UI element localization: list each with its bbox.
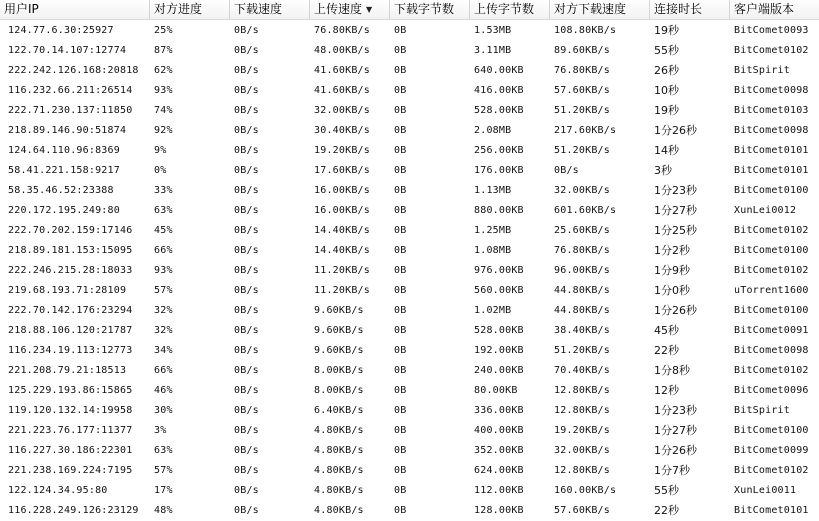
peer-download-speed-cell: 51.20KB/s — [554, 145, 610, 156]
table-row[interactable] — [0, 121, 819, 141]
column-header-ip[interactable] — [0, 0, 150, 19]
uploaded-bytes-cell: 112.00KB — [474, 485, 524, 496]
client-version-cell: BitComet0100 — [734, 245, 809, 256]
downloaded-bytes-cell: 0B — [394, 105, 407, 116]
table-body — [0, 21, 819, 521]
column-header-label: 下载速度 — [234, 2, 283, 16]
progress-cell: 34% — [154, 345, 173, 356]
uploaded-bytes-cell: 880.00KB — [474, 205, 524, 216]
upload-speed-cell: 4.80KB/s — [314, 485, 364, 496]
connection-duration-cell: 1分8秒 — [654, 364, 690, 377]
downloaded-bytes-cell: 0B — [394, 425, 407, 436]
ip-cell: 222.70.142.176:23294 — [8, 305, 133, 316]
connection-duration-cell: 14秒 — [654, 144, 679, 157]
connection-duration-cell: 1分2秒 — [654, 244, 690, 257]
downloaded-bytes-cell: 0B — [394, 245, 407, 256]
download-speed-cell: 0B/s — [234, 125, 259, 136]
table-row[interactable] — [0, 261, 819, 281]
peer-download-speed-cell: 70.40KB/s — [554, 365, 610, 376]
connection-duration-cell: 19秒 — [654, 24, 679, 37]
client-version-cell: BitComet0100 — [734, 425, 809, 436]
connection-duration-cell: 1分0秒 — [654, 284, 690, 297]
download-speed-cell: 0B/s — [234, 225, 259, 236]
ip-cell: 221.238.169.224:7195 — [8, 465, 133, 476]
column-header-label: 下载字节数 — [394, 2, 455, 16]
connection-duration-cell: 1分27秒 — [654, 424, 697, 437]
downloaded-bytes-cell: 0B — [394, 325, 407, 336]
client-version-cell: uTorrent1600 — [734, 285, 809, 296]
upload-speed-cell: 14.40KB/s — [314, 225, 370, 236]
column-header-downloaded-bytes[interactable] — [390, 0, 470, 19]
uploaded-bytes-cell: 1.02MB — [474, 305, 512, 316]
downloaded-bytes-cell: 0B — [394, 205, 407, 216]
client-version-cell: BitComet0100 — [734, 305, 809, 316]
table-row[interactable] — [0, 81, 819, 101]
table-row[interactable] — [0, 41, 819, 61]
uploaded-bytes-cell: 416.00KB — [474, 85, 524, 96]
upload-speed-cell: 11.20KB/s — [314, 285, 370, 296]
progress-cell: 93% — [154, 265, 173, 276]
download-speed-cell: 0B/s — [234, 65, 259, 76]
download-speed-cell: 0B/s — [234, 405, 259, 416]
uploaded-bytes-cell: 1.13MB — [474, 185, 512, 196]
peer-download-speed-cell: 12.80KB/s — [554, 405, 610, 416]
upload-speed-cell: 41.60KB/s — [314, 85, 370, 96]
upload-speed-cell: 19.20KB/s — [314, 145, 370, 156]
uploaded-bytes-cell: 528.00KB — [474, 105, 524, 116]
table-row[interactable] — [0, 241, 819, 261]
downloaded-bytes-cell: 0B — [394, 285, 407, 296]
connection-duration-cell: 3秒 — [654, 164, 672, 177]
client-version-cell: XunLei0012 — [734, 205, 797, 216]
upload-speed-cell: 32.00KB/s — [314, 105, 370, 116]
table-row[interactable] — [0, 181, 819, 201]
downloaded-bytes-cell: 0B — [394, 45, 407, 56]
client-version-cell: BitComet0100 — [734, 185, 809, 196]
table-row[interactable] — [0, 341, 819, 361]
peer-download-speed-cell: 12.80KB/s — [554, 465, 610, 476]
table-header-row — [0, 0, 819, 20]
client-version-cell: BitSpirit — [734, 65, 790, 76]
uploaded-bytes-cell: 976.00KB — [474, 265, 524, 276]
client-version-cell: XunLei0011 — [734, 485, 797, 496]
table-row[interactable] — [0, 381, 819, 401]
uploaded-bytes-cell: 640.00KB — [474, 65, 524, 76]
upload-speed-cell: 48.00KB/s — [314, 45, 370, 56]
download-speed-cell: 0B/s — [234, 45, 259, 56]
download-speed-cell: 0B/s — [234, 285, 259, 296]
downloaded-bytes-cell: 0B — [394, 305, 407, 316]
table-row[interactable] — [0, 401, 819, 421]
progress-cell: 66% — [154, 365, 173, 376]
ip-cell: 222.246.215.28:18033 — [8, 265, 133, 276]
column-header-connection-duration[interactable] — [650, 0, 730, 19]
progress-cell: 33% — [154, 185, 173, 196]
ip-cell: 222.242.126.168:20818 — [8, 65, 139, 76]
downloaded-bytes-cell: 0B — [394, 65, 407, 76]
ip-cell: 218.88.106.120:21787 — [8, 325, 133, 336]
connection-duration-cell: 55秒 — [654, 484, 679, 497]
connection-duration-cell: 1分7秒 — [654, 464, 690, 477]
progress-cell: 3% — [154, 425, 167, 436]
ip-cell: 218.89.181.153:15095 — [8, 245, 133, 256]
download-speed-cell: 0B/s — [234, 505, 259, 516]
downloaded-bytes-cell: 0B — [394, 465, 407, 476]
table-row[interactable] — [0, 221, 819, 241]
downloaded-bytes-cell: 0B — [394, 265, 407, 276]
table-row[interactable] — [0, 201, 819, 221]
client-version-cell: BitComet0099 — [734, 445, 809, 456]
uploaded-bytes-cell: 336.00KB — [474, 405, 524, 416]
column-header-client-version[interactable] — [730, 0, 819, 19]
client-version-cell: BitComet0098 — [734, 345, 809, 356]
ip-cell: 221.223.76.177:11377 — [8, 425, 133, 436]
connection-duration-cell: 1分25秒 — [654, 224, 697, 237]
connection-duration-cell: 22秒 — [654, 344, 679, 357]
download-speed-cell: 0B/s — [234, 365, 259, 376]
upload-speed-cell: 14.40KB/s — [314, 245, 370, 256]
progress-cell: 57% — [154, 285, 173, 296]
connection-duration-cell: 1分23秒 — [654, 404, 697, 417]
peer-download-speed-cell: 601.60KB/s — [554, 205, 617, 216]
downloaded-bytes-cell: 0B — [394, 485, 407, 496]
table-row[interactable] — [0, 301, 819, 321]
download-speed-cell: 0B/s — [234, 345, 259, 356]
column-header-label: 对方进度 — [154, 2, 203, 16]
progress-cell: 9% — [154, 145, 167, 156]
connection-duration-cell: 1分26秒 — [654, 444, 697, 457]
column-header-upload-speed[interactable] — [310, 0, 390, 19]
table-row[interactable] — [0, 461, 819, 481]
downloaded-bytes-cell: 0B — [394, 145, 407, 156]
downloaded-bytes-cell: 0B — [394, 185, 407, 196]
upload-speed-cell: 6.40KB/s — [314, 405, 364, 416]
upload-speed-cell: 9.60KB/s — [314, 345, 364, 356]
table-row[interactable] — [0, 441, 819, 461]
uploaded-bytes-cell: 192.00KB — [474, 345, 524, 356]
connection-duration-cell: 10秒 — [654, 84, 679, 97]
download-speed-cell: 0B/s — [234, 385, 259, 396]
client-version-cell: BitComet0102 — [734, 225, 809, 236]
upload-speed-cell: 9.60KB/s — [314, 325, 364, 336]
connection-duration-cell: 26秒 — [654, 64, 679, 77]
progress-cell: 46% — [154, 385, 173, 396]
download-speed-cell: 0B/s — [234, 445, 259, 456]
connection-duration-cell: 55秒 — [654, 44, 679, 57]
downloaded-bytes-cell: 0B — [394, 25, 407, 36]
table-row[interactable] — [0, 281, 819, 301]
downloaded-bytes-cell: 0B — [394, 505, 407, 516]
ip-cell: 58.41.221.158:9217 — [8, 165, 120, 176]
column-header-peer-download-speed[interactable] — [550, 0, 650, 19]
peer-download-speed-cell: 12.80KB/s — [554, 385, 610, 396]
uploaded-bytes-cell: 1.08MB — [474, 245, 512, 256]
download-speed-cell: 0B/s — [234, 165, 259, 176]
peer-download-speed-cell: 51.20KB/s — [554, 105, 610, 116]
ip-cell: 124.77.6.30:25927 — [8, 25, 114, 36]
uploaded-bytes-cell: 240.00KB — [474, 365, 524, 376]
peer-download-speed-cell: 44.80KB/s — [554, 285, 610, 296]
table-row[interactable] — [0, 141, 819, 161]
peer-download-speed-cell: 57.60KB/s — [554, 85, 610, 96]
upload-speed-cell: 9.60KB/s — [314, 305, 364, 316]
upload-speed-cell: 4.80KB/s — [314, 505, 364, 516]
uploaded-bytes-cell: 176.00KB — [474, 165, 524, 176]
table-row[interactable] — [0, 481, 819, 501]
downloaded-bytes-cell: 0B — [394, 125, 407, 136]
download-speed-cell: 0B/s — [234, 25, 259, 36]
table-row[interactable] — [0, 101, 819, 121]
connection-duration-cell: 19秒 — [654, 104, 679, 117]
ip-cell: 122.124.34.95:80 — [8, 485, 108, 496]
peer-download-speed-cell: 32.00KB/s — [554, 445, 610, 456]
table-row[interactable] — [0, 161, 819, 181]
uploaded-bytes-cell: 80.00KB — [474, 385, 518, 396]
client-version-cell: BitComet0093 — [734, 25, 809, 36]
client-version-cell: BitComet0102 — [734, 45, 809, 56]
downloaded-bytes-cell: 0B — [394, 345, 407, 356]
column-header-label: 上传字节数 — [474, 2, 535, 16]
downloaded-bytes-cell: 0B — [394, 165, 407, 176]
peer-download-speed-cell: 96.00KB/s — [554, 265, 610, 276]
column-header-label: 客户端版本 — [734, 2, 795, 16]
client-version-cell: BitComet0096 — [734, 385, 809, 396]
progress-cell: 63% — [154, 205, 173, 216]
uploaded-bytes-cell: 256.00KB — [474, 145, 524, 156]
progress-cell: 48% — [154, 505, 173, 516]
upload-speed-cell: 11.20KB/s — [314, 265, 370, 276]
upload-speed-cell: 17.60KB/s — [314, 165, 370, 176]
ip-cell: 125.229.193.86:15865 — [8, 385, 133, 396]
peer-download-speed-cell: 44.80KB/s — [554, 305, 610, 316]
uploaded-bytes-cell: 560.00KB — [474, 285, 524, 296]
peer-download-speed-cell: 19.20KB/s — [554, 425, 610, 436]
ip-cell: 116.227.30.186:22301 — [8, 445, 133, 456]
ip-cell: 122.70.14.107:12774 — [8, 45, 127, 56]
downloaded-bytes-cell: 0B — [394, 445, 407, 456]
peer-download-speed-cell: 57.60KB/s — [554, 505, 610, 516]
ip-cell: 58.35.46.52:23388 — [8, 185, 114, 196]
peer-download-speed-cell: 32.00KB/s — [554, 185, 610, 196]
downloaded-bytes-cell: 0B — [394, 225, 407, 236]
download-speed-cell: 0B/s — [234, 305, 259, 316]
ip-cell: 116.232.66.211:26514 — [8, 85, 133, 96]
client-version-cell: BitComet0098 — [734, 125, 809, 136]
column-header-progress[interactable] — [150, 0, 230, 19]
progress-cell: 92% — [154, 125, 173, 136]
table-row[interactable] — [0, 421, 819, 441]
peer-download-speed-cell: 51.20KB/s — [554, 345, 610, 356]
ip-cell: 124.64.110.96:8369 — [8, 145, 120, 156]
connection-duration-cell: 22秒 — [654, 504, 679, 517]
client-version-cell: BitComet0098 — [734, 85, 809, 96]
progress-cell: 17% — [154, 485, 173, 496]
client-version-cell: BitComet0102 — [734, 265, 809, 276]
peer-download-speed-cell: 160.00KB/s — [554, 485, 617, 496]
progress-cell: 0% — [154, 165, 167, 176]
progress-cell: 63% — [154, 445, 173, 456]
uploaded-bytes-cell: 128.00KB — [474, 505, 524, 516]
peer-download-speed-cell: 25.60KB/s — [554, 225, 610, 236]
progress-cell: 62% — [154, 65, 173, 76]
downloaded-bytes-cell: 0B — [394, 85, 407, 96]
uploaded-bytes-cell: 528.00KB — [474, 325, 524, 336]
progress-cell: 30% — [154, 405, 173, 416]
ip-cell: 222.71.230.137:11850 — [8, 105, 133, 116]
ip-cell: 219.68.193.71:28109 — [8, 285, 127, 296]
download-speed-cell: 0B/s — [234, 245, 259, 256]
download-speed-cell: 0B/s — [234, 465, 259, 476]
peer-download-speed-cell: 76.80KB/s — [554, 245, 610, 256]
ip-cell: 222.70.202.159:17146 — [8, 225, 133, 236]
sort-descending-icon: ▼ — [366, 5, 373, 14]
downloaded-bytes-cell: 0B — [394, 405, 407, 416]
connection-duration-cell: 1分26秒 — [654, 124, 697, 137]
progress-cell: 57% — [154, 465, 173, 476]
connection-duration-cell: 1分26秒 — [654, 304, 697, 317]
upload-speed-cell: 4.80KB/s — [314, 425, 364, 436]
column-header-download-speed[interactable] — [230, 0, 310, 19]
uploaded-bytes-cell: 400.00KB — [474, 425, 524, 436]
peer-download-speed-cell: 0B/s — [554, 165, 579, 176]
peer-download-speed-cell: 38.40KB/s — [554, 325, 610, 336]
upload-speed-cell: 16.00KB/s — [314, 185, 370, 196]
downloaded-bytes-cell: 0B — [394, 385, 407, 396]
client-version-cell: BitComet0101 — [734, 165, 809, 176]
client-version-cell: BitComet0101 — [734, 145, 809, 156]
progress-cell: 32% — [154, 305, 173, 316]
download-speed-cell: 0B/s — [234, 205, 259, 216]
progress-cell: 74% — [154, 105, 173, 116]
column-header-uploaded-bytes[interactable] — [470, 0, 550, 19]
ip-cell: 220.172.195.249:80 — [8, 205, 120, 216]
progress-cell: 45% — [154, 225, 173, 236]
table-row[interactable] — [0, 61, 819, 81]
upload-speed-cell: 4.80KB/s — [314, 465, 364, 476]
uploaded-bytes-cell: 1.25MB — [474, 225, 512, 236]
table-row[interactable] — [0, 361, 819, 381]
table-row[interactable] — [0, 21, 819, 41]
uploaded-bytes-cell: 624.00KB — [474, 465, 524, 476]
uploaded-bytes-cell: 1.53MB — [474, 25, 512, 36]
ip-cell: 116.234.19.113:12773 — [8, 345, 133, 356]
client-version-cell: BitComet0091 — [734, 325, 809, 336]
downloaded-bytes-cell: 0B — [394, 365, 407, 376]
ip-cell: 221.208.79.21:18513 — [8, 365, 127, 376]
upload-speed-cell: 4.80KB/s — [314, 445, 364, 456]
connection-duration-cell: 1分23秒 — [654, 184, 697, 197]
download-speed-cell: 0B/s — [234, 185, 259, 196]
download-speed-cell: 0B/s — [234, 105, 259, 116]
uploaded-bytes-cell: 3.11MB — [474, 45, 512, 56]
progress-cell: 32% — [154, 325, 173, 336]
connection-duration-cell: 12秒 — [654, 384, 679, 397]
connection-duration-cell: 1分9秒 — [654, 264, 690, 277]
table-row[interactable] — [0, 501, 819, 521]
peer-download-speed-cell: 89.60KB/s — [554, 45, 610, 56]
upload-speed-cell: 8.00KB/s — [314, 385, 364, 396]
column-header-label: 连接时长 — [654, 2, 703, 16]
upload-speed-cell: 16.00KB/s — [314, 205, 370, 216]
download-speed-cell: 0B/s — [234, 325, 259, 336]
download-speed-cell: 0B/s — [234, 265, 259, 276]
peer-download-speed-cell: 217.60KB/s — [554, 125, 617, 136]
progress-cell: 93% — [154, 85, 173, 96]
download-speed-cell: 0B/s — [234, 145, 259, 156]
upload-speed-cell: 76.80KB/s — [314, 25, 370, 36]
peer-download-speed-cell: 108.80KB/s — [554, 25, 617, 36]
download-speed-cell: 0B/s — [234, 485, 259, 496]
progress-cell: 66% — [154, 245, 173, 256]
connection-duration-cell: 45秒 — [654, 324, 679, 337]
client-version-cell: BitSpirit — [734, 405, 790, 416]
ip-cell: 119.120.132.14:19958 — [8, 405, 133, 416]
upload-speed-cell: 8.00KB/s — [314, 365, 364, 376]
upload-speed-cell: 41.60KB/s — [314, 65, 370, 76]
download-speed-cell: 0B/s — [234, 425, 259, 436]
uploaded-bytes-cell: 352.00KB — [474, 445, 524, 456]
client-version-cell: BitComet0102 — [734, 465, 809, 476]
ip-cell: 218.89.146.90:51874 — [8, 125, 127, 136]
connection-duration-cell: 1分27秒 — [654, 204, 697, 217]
table-row[interactable] — [0, 321, 819, 341]
ip-cell: 116.228.249.126:23129 — [8, 505, 139, 516]
progress-cell: 87% — [154, 45, 173, 56]
upload-speed-cell: 30.40KB/s — [314, 125, 370, 136]
client-version-cell: BitComet0102 — [734, 365, 809, 376]
progress-cell: 25% — [154, 25, 173, 36]
column-header-label: 对方下载速度 — [554, 2, 627, 16]
column-header-label: 上传速度 — [314, 2, 363, 16]
uploaded-bytes-cell: 2.08MB — [474, 125, 512, 136]
peer-download-speed-cell: 76.80KB/s — [554, 65, 610, 76]
column-header-label: 用户IP — [4, 2, 39, 16]
client-version-cell: BitComet0103 — [734, 105, 809, 116]
download-speed-cell: 0B/s — [234, 85, 259, 96]
client-version-cell: BitComet0101 — [734, 505, 809, 516]
